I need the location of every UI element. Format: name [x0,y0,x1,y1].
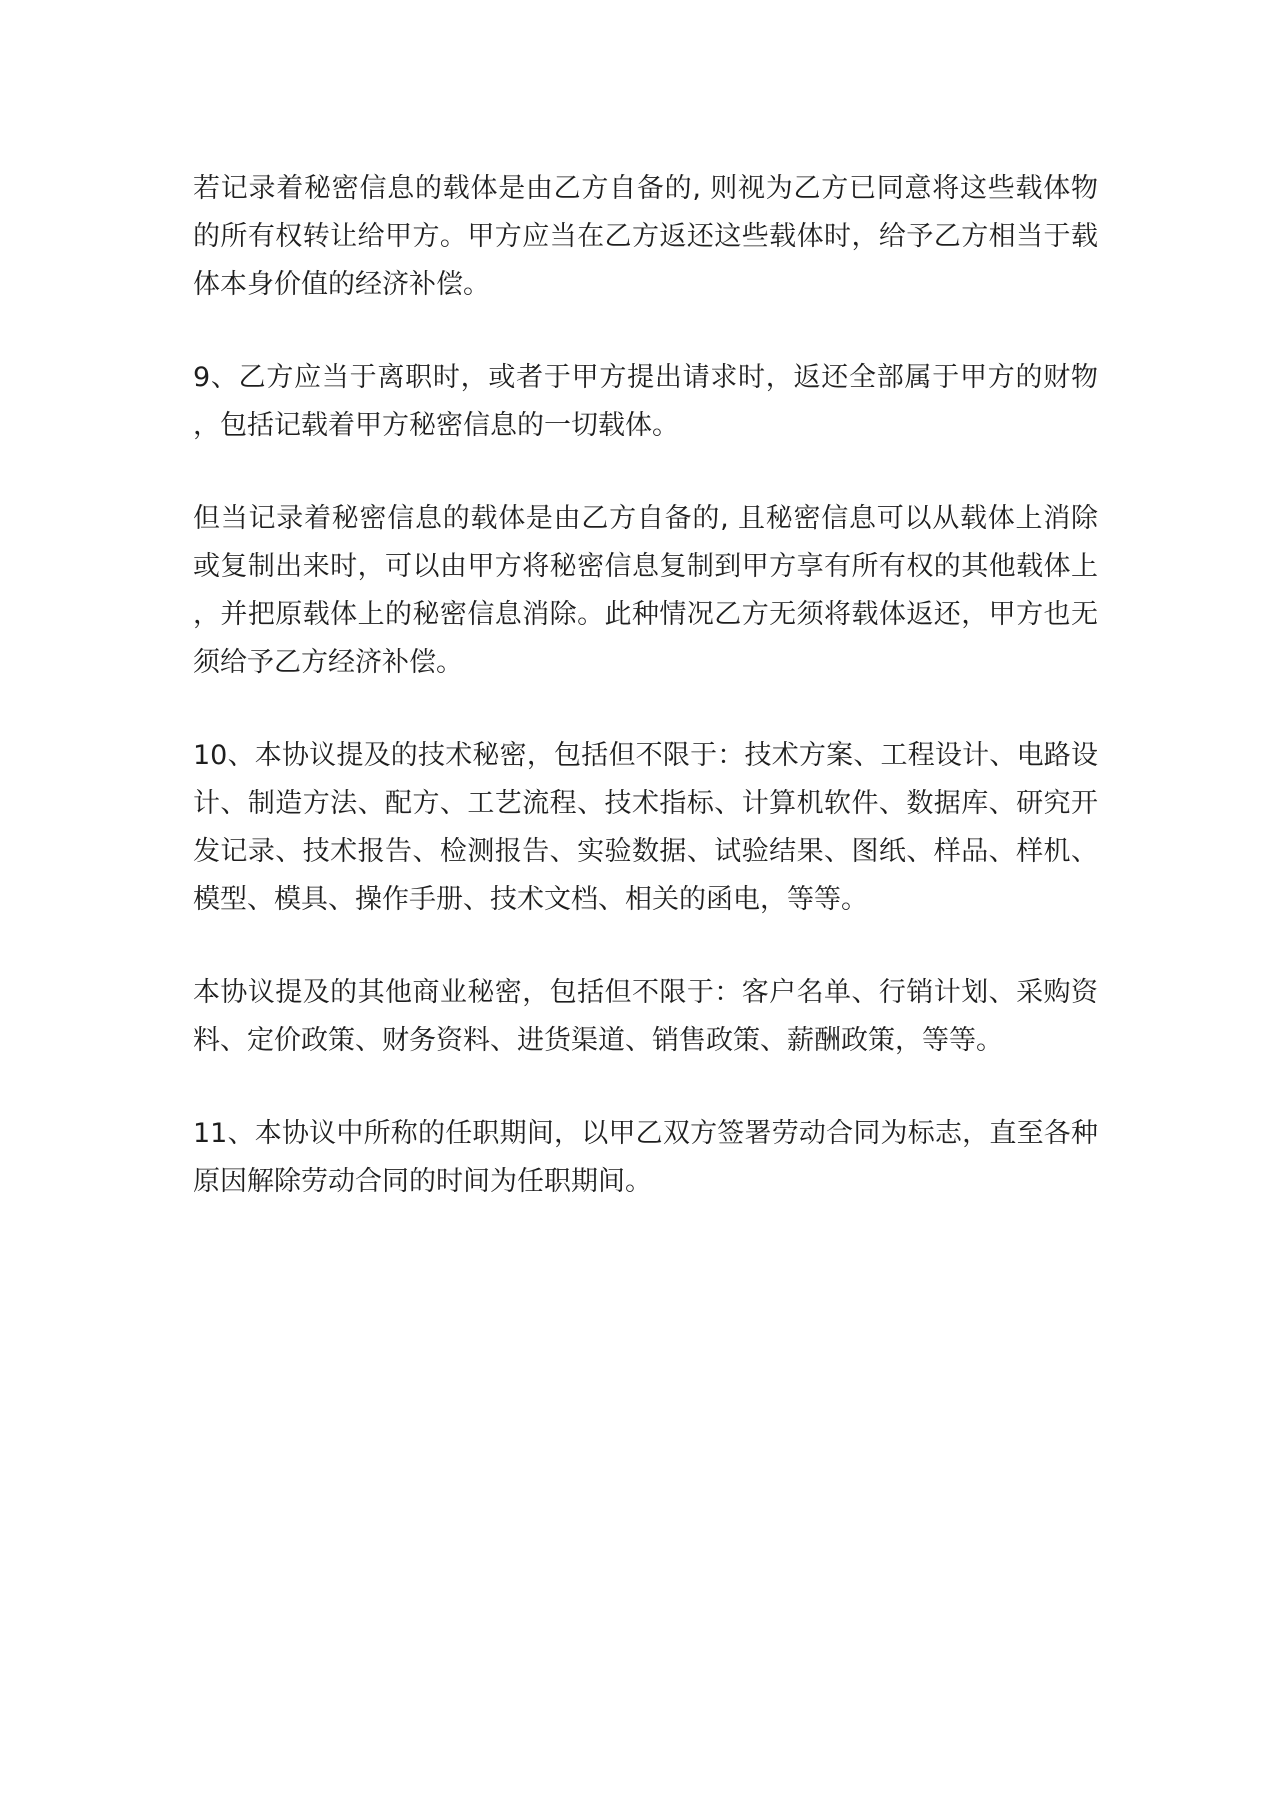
paragraph-carrier-erasure: 但当记录着秘密信息的载体是由乙方自备的, 且秘密信息可以从载体上消除或复制出来时，可以由甲方将秘密信息复制到甲方享有所有权的其他载体上，并把原载体上的秘密信息消除。此种情况乙方无须将载体返还，甲方也无须给予乙方经济补偿。 [193,503,1098,678]
paragraph-clause-11: 11、本协议中所称的任职期间，以甲乙双方签署劳动合同为标志，直至各种原因解除劳动合同的时间为任职期间。 [193,1118,1098,1197]
paragraph-clause-10: 10、本协议提及的技术秘密，包括但不限于：技术方案、工程设计、电路设计、制造方法、配方、工艺流程、技术指标、计算机软件、数据库、研究开发记录、技术报告、检测报告、实验数据、试验结果、图纸、样品、样机、模型、模具、操作手册、技术文档、相关的函电，等等。 [193,740,1098,915]
paragraph-other-trade-secrets: 本协议提及的其他商业秘密，包括但不限于：客户名单、行销计划、采购资料、定价政策、财务资料、进货渠道、销售政策、薪酬政策，等等。 [193,977,1098,1056]
paragraph-clause-9: 9、乙方应当于离职时，或者于甲方提出请求时，返还全部属于甲方的财物，包括记载着甲方秘密信息的一切载体。 [193,362,1098,441]
paragraph-carrier-ownership: 若记录着秘密信息的载体是由乙方自备的, 则视为乙方已同意将这些载体物的所有权转让给甲方。甲方应当在乙方返还这些载体时，给予乙方相当于载体本身价值的经济补偿。 [193,173,1098,300]
document-body [193,165,1098,1251]
